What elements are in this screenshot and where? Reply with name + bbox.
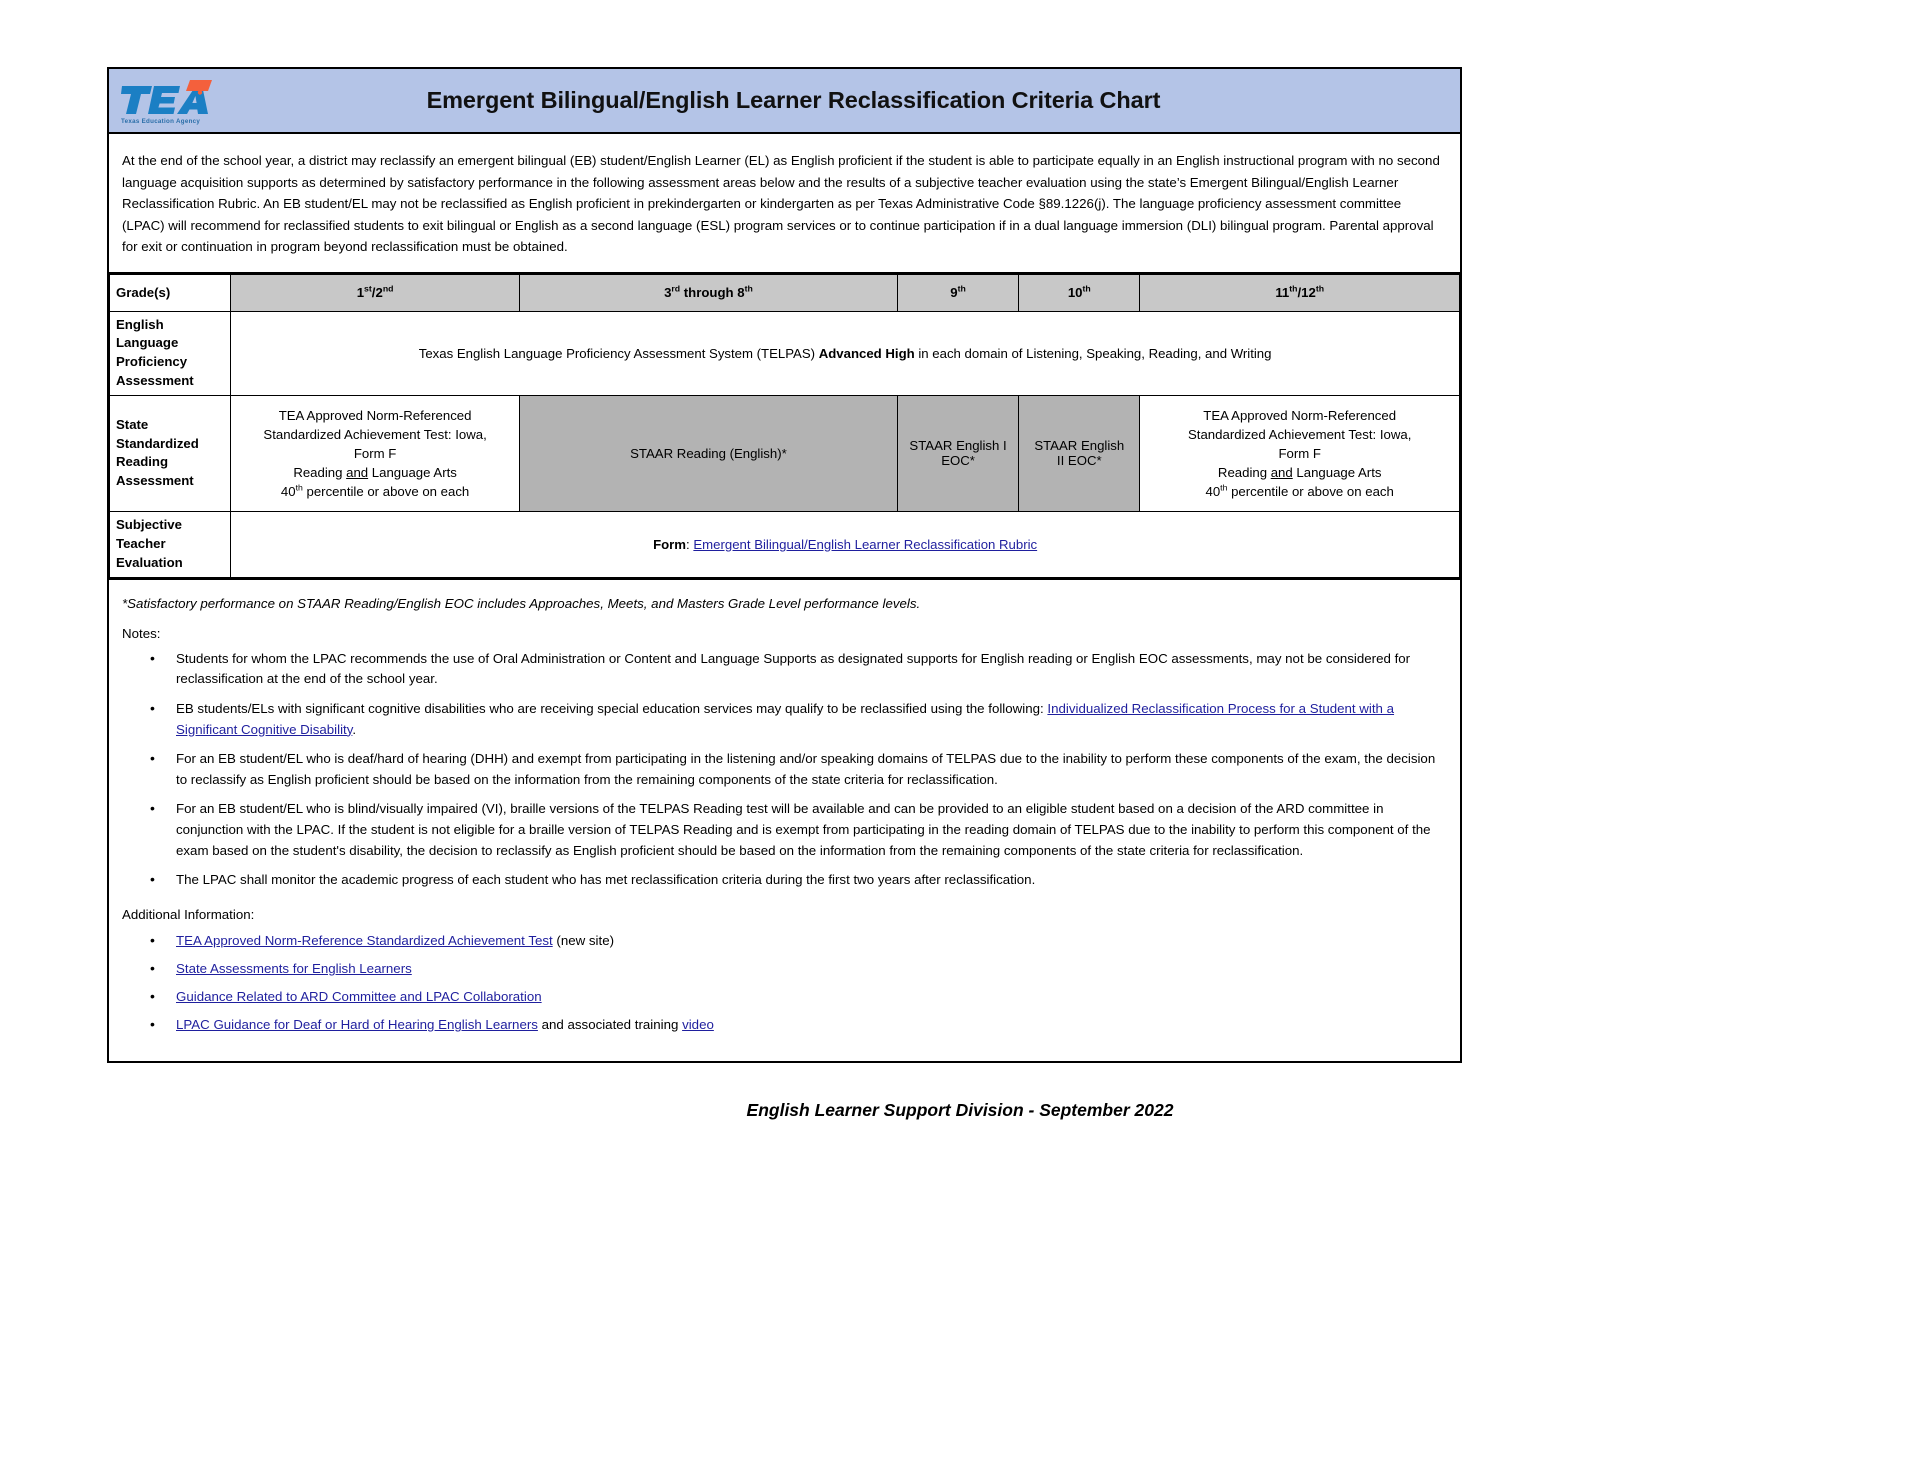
telpas-text-after: in each domain of Listening, Speaking, Reading, and Writing (914, 345, 1272, 361)
grade-sup: th (957, 283, 966, 294)
grade-base: 9 (950, 285, 958, 301)
intro-section (109, 134, 1460, 274)
form-label: Form (653, 536, 687, 552)
iowa2-line-4 (1148, 463, 1451, 482)
grade-sup2: th (1315, 283, 1325, 294)
grade-base2: 2 (375, 285, 383, 301)
iowa2-percentile-sup: th (1220, 482, 1228, 493)
reading-cell-grade-10 (1019, 395, 1140, 512)
document-header (109, 69, 1460, 134)
iowa2-line-3: Form F (1278, 445, 1321, 461)
iowa2-line-4a: Reading (1217, 465, 1271, 481)
bullet-text: For an EB student/EL who is blind/visually impaired (VI), braille versions of the TELPAS Reading test will be available and can be provided to an eligible student based on a decision of the ARD committee in conjunction with the LPAC. If the student is not eligible for a braille version of TELPAS Reading and is exempt from participating in the reading domain of TELPAS due to the inability to perform this component of the exam based on the student's disability, the decision to reclassify as English proficient should be based on the information from the remaining components of the state criteria for reclassification. (176, 801, 1431, 858)
grade-base: 1 (356, 285, 365, 301)
grade-col-3-8 (519, 274, 897, 311)
iowa-line-1: TEA Approved Norm-Referenced (278, 407, 472, 423)
grade-col-10 (1019, 274, 1140, 311)
reclassification-rubric-link[interactable]: Emergent Bilingual/English Learner Reclassification Rubric (693, 536, 1038, 552)
additional-information-label: Additional Information: (122, 906, 255, 922)
grade-header-row (110, 274, 1460, 311)
notes-bullet-list (122, 649, 1444, 891)
grade-base: 11 (1275, 285, 1290, 301)
iowa-percentile-rest: percentile or above on each (302, 484, 470, 500)
grade-header-label: Grade(s) (110, 274, 231, 311)
iowa2-percentile-num: 40 (1205, 484, 1221, 500)
reading-cell-grades-1-2 (231, 395, 520, 512)
tea-logo (109, 69, 227, 132)
bullet-text: EB students/ELs with significant cognitive disabilities who are receiving special education services may qualify to be reclassified using the following: (176, 700, 1048, 716)
training-video-link[interactable]: video (682, 1017, 714, 1033)
list-item (172, 987, 1444, 1007)
grade-sup2: nd (382, 283, 394, 294)
star-footnote: *Satisfactory performance on STAAR Reading/English EOC includes Approaches, Meets, and Masters Grade Level performance levels. (122, 595, 921, 611)
page-footer: English Learner Support Division - September 2022 (746, 1100, 1174, 1120)
grade-col-11-12 (1140, 274, 1460, 311)
criteria-table (109, 274, 1460, 578)
form-colon: : (686, 536, 694, 552)
bullet-text: The LPAC shall monitor the academic progress of each student who has met reclassification criteria during the first two years after reclassification. (176, 872, 1036, 888)
row-label-reading: State Standardized Reading Assessment (110, 395, 231, 512)
telpas-text-before: Texas English Language Proficiency Assessment System (TELPAS) (418, 345, 819, 361)
svg-text:Texas Education Agency: Texas Education Agency (121, 117, 201, 125)
list-item (172, 649, 1444, 690)
notes-label: Notes: (122, 626, 161, 642)
link-suffix: (new site) (552, 933, 615, 949)
grade-col-1-2 (231, 274, 520, 311)
grade-sep: / (371, 285, 376, 301)
grade-sep: through (680, 285, 738, 301)
list-item (172, 870, 1444, 891)
staar-eng2-line2: II EOC* (1056, 453, 1102, 469)
grade-sup: st (364, 283, 372, 294)
iowa-line-4b: Language Arts (368, 465, 457, 481)
iowa2-line-2: Standardized Achievement Test: Iowa, (1188, 426, 1412, 442)
document-body (107, 67, 1462, 1063)
grade-sup: th (1082, 283, 1091, 294)
iowa-percentile-sup: th (295, 482, 303, 493)
grade-sup: th (1289, 283, 1298, 294)
ard-lpac-guidance-link[interactable]: Guidance Related to ARD Committee and LPAC Collaboration (176, 989, 542, 1005)
row-elpa (110, 311, 1460, 395)
reading-cell-grades-3-8: STAAR Reading (English)* (519, 395, 897, 512)
list-item (172, 749, 1444, 790)
iowa-line-5 (239, 482, 511, 501)
norm-reference-test-link[interactable]: TEA Approved Norm-Reference Standardized Achievement Test (176, 933, 553, 949)
iowa-line-2: Standardized Achievement Test: Iowa, (263, 426, 487, 442)
row-reading (110, 395, 1460, 512)
grade-col-9 (897, 274, 1018, 311)
bullet-text: Students for whom the LPAC recommends the use of Oral Administration or Content and Language Supports as designated supports for English reading or English EOC assessments, may not be considered for reclassification at the end of the school year. (176, 650, 1411, 687)
subjective-form-cell (231, 512, 1460, 577)
list-item (172, 799, 1444, 861)
iowa2-percentile-rest: percentile or above on each (1227, 484, 1394, 500)
iowa2-and: and (1270, 465, 1293, 481)
reading-cell-grade-9 (897, 395, 1018, 512)
additional-links-list (122, 931, 1444, 1035)
list-item (172, 699, 1444, 740)
list-item (172, 959, 1444, 979)
list-item (172, 931, 1444, 951)
intro-paragraph: At the end of the school year, a district may reclassify an emergent bilingual (EB) student/English Learner (EL) as English proficient if the student is able to participate equally in an English instructional program with no second language acquisition supports as determined by satisfactory performance in the following assessment areas below and the results of a subjective teacher evaluation using the state’s Emergent Bilingual/English Learner Reclassification Rubric. An EB student/EL may not be reclassified as English proficient in prekindergarten or kindergarten as per Texas Administrative Code §89.1226(j). The language proficiency assessment committee (LPAC) will recommend for reclassified students to exit bilingual or English as a second language (ESL) program services or to continue participation if in a dual language immersion (DLI) bilingual program. Parental approval for exit or continuation in program beyond reclassification must be obtained. (122, 153, 1440, 255)
row-label-elpa: English Language Proficiency Assessment (110, 311, 231, 395)
tea-logo-icon (118, 76, 218, 126)
notes-section (109, 578, 1460, 1062)
iowa-and: and (346, 465, 369, 481)
telpas-level: Advanced High (818, 345, 915, 361)
individualized-reclassification-link[interactable]: Individualized Reclassification Process for a Student with a Significant Cognitive Disability (176, 700, 1395, 737)
staar-eng2-line1: STAAR English (1034, 438, 1125, 454)
state-assessments-link[interactable]: State Assessments for English Learners (176, 961, 412, 977)
grade-base: 10 (1067, 285, 1083, 301)
grade-sep: / (1297, 285, 1302, 301)
iowa-line-4 (239, 463, 511, 482)
staar-eng1-line1: STAAR English I (909, 438, 1007, 454)
bullet-text: For an EB student/EL who is deaf/hard of hearing (DHH) and exempt from participating in the listening and/or speaking domains of TELPAS due to the inability to perform these components of the exam, the decision to reclassify as English proficient should be based on the information from the remaining components of the state criteria for reclassification. (176, 751, 1436, 787)
grade-sup2: th (744, 283, 753, 294)
reading-cell-grades-11-12 (1140, 395, 1460, 512)
grade-sup: rd (671, 283, 681, 294)
elpa-requirement-cell (231, 311, 1460, 395)
iowa-line-4a: Reading (293, 465, 347, 481)
iowa2-line-1: TEA Approved Norm-Referenced (1203, 407, 1397, 423)
list-item (172, 1015, 1444, 1035)
grade-base2: 8 (737, 285, 745, 301)
row-subjective (110, 512, 1460, 577)
grade-base2: 12 (1301, 285, 1316, 301)
staar-eng1-line2: EOC* (941, 453, 975, 469)
iowa2-line-4b: Language Arts (1292, 465, 1382, 481)
iowa-line-3: Form F (353, 445, 397, 461)
grade-base: 3 (664, 285, 672, 301)
iowa2-line-5 (1148, 482, 1451, 501)
dhh-guidance-link[interactable]: LPAC Guidance for Deaf or Hard of Hearing English Learners (176, 1017, 538, 1033)
iowa-percentile-num: 40 (280, 484, 296, 500)
bullet-text-post: . (352, 721, 357, 737)
row-label-subjective: Subjective Teacher Evaluation (110, 512, 231, 577)
link-suffix: and associated training (537, 1017, 683, 1033)
page-title: Emergent Bilingual/English Learner Reclassification Criteria Chart (426, 87, 1161, 113)
